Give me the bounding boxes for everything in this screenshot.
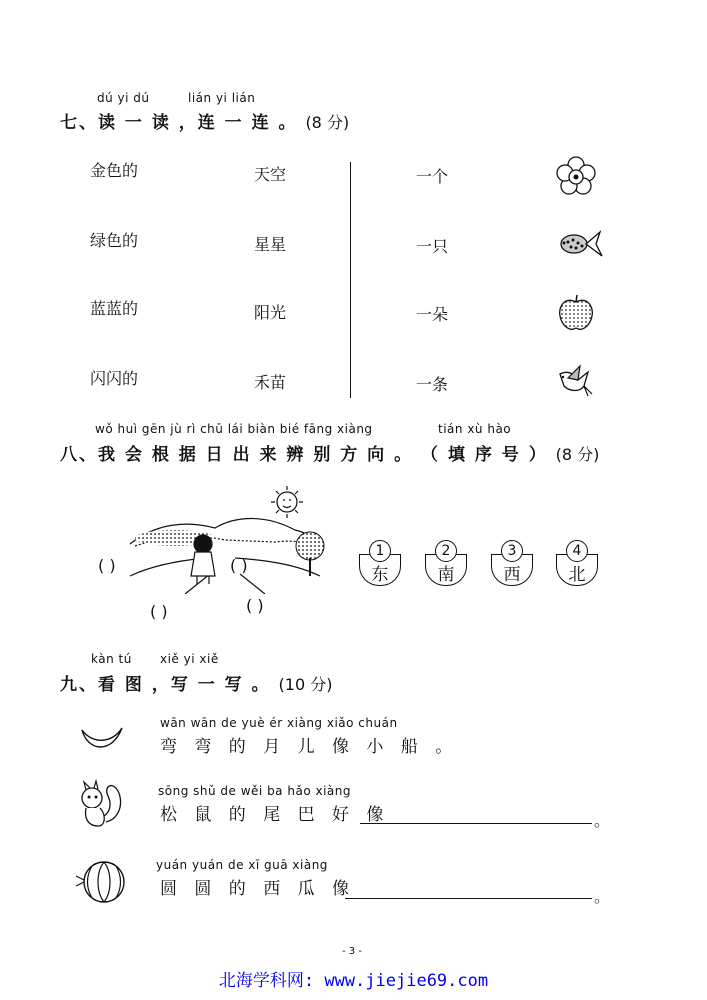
item2-pinyin: sōng shǔ de wěi ba hǎo xiàng — [158, 784, 351, 798]
bird-icon — [554, 360, 596, 400]
direction-south — [425, 540, 467, 586]
item3-pinyin: yuán yuán de xī guā xiàng — [156, 858, 328, 872]
sec7-heading — [60, 108, 349, 133]
bracket-1[interactable]: ( ) — [98, 556, 116, 575]
apple-icon — [556, 292, 596, 334]
sunrise-scene-picture — [125, 484, 325, 594]
fish-icon — [556, 224, 606, 264]
direction-label: 南 — [437, 565, 455, 585]
sec7-title: 七、读 一 读 ，连 一 连 。 — [60, 113, 298, 133]
measure-3: 一朵 — [416, 305, 449, 324]
noun-4: 禾苗 — [254, 373, 287, 392]
noun-2: 星星 — [254, 235, 287, 254]
direction-number: 2 — [435, 540, 457, 562]
divider-line — [350, 162, 351, 398]
noun-3: 阳光 — [254, 303, 287, 322]
adjective-2: 绿色的 — [90, 231, 139, 250]
direction-number: 4 — [566, 540, 588, 562]
direction-label: 西 — [503, 565, 521, 585]
direction-number: 3 — [501, 540, 523, 562]
bracket-2[interactable]: ( ) — [230, 556, 248, 575]
flower-icon — [556, 156, 596, 196]
adjective-4: 闪闪的 — [90, 369, 139, 388]
bracket-3[interactable]: ( ) — [150, 602, 168, 621]
noun-1: 天空 — [254, 165, 287, 184]
bracket-4[interactable]: ( ) — [246, 596, 264, 615]
direction-label: 北 — [568, 565, 586, 585]
sec8-score: (8 分) — [555, 445, 600, 464]
item1-pinyin: wān wān de yuè ér xiàng xiǎo chuán — [160, 716, 398, 730]
moon-icon — [78, 722, 124, 758]
footer-link[interactable]: 北海学科网: www.jiejie69.com — [218, 971, 489, 991]
item2-text: 松 鼠 的 尾 巴 好 像 — [160, 805, 390, 825]
direction-label: 东 — [371, 565, 389, 585]
sec9-heading — [60, 670, 332, 695]
item2-end: 。 — [594, 811, 611, 830]
direction-north — [556, 540, 598, 586]
item3-end: 。 — [594, 887, 611, 906]
measure-4: 一条 — [416, 375, 449, 394]
adjective-1: 金色的 — [90, 161, 139, 180]
adjective-3: 蓝蓝的 — [90, 299, 139, 318]
squirrel-icon — [76, 778, 126, 830]
direction-east — [359, 540, 401, 586]
measure-1: 一个 — [416, 167, 449, 186]
answer-line-2[interactable] — [345, 898, 592, 899]
watermelon-icon — [72, 858, 128, 906]
sec7-pinyin-b: lián yi lián — [188, 91, 256, 105]
item1-text: 弯 弯 的 月 儿 像 小 船 。 — [160, 737, 459, 757]
sec8-fill: （ 填 序 号 ） — [421, 445, 548, 465]
sec7-score: (8 分) — [305, 113, 350, 132]
sec9-pinyin-b: xiě yi xiě — [160, 652, 219, 666]
sec8-title: 八、我 会 根 据 日 出 来 辨 别 方 向 。 — [60, 445, 414, 465]
direction-west — [491, 540, 533, 586]
direction-number: 1 — [369, 540, 391, 562]
sec7-pinyin-a: dú yi dú — [97, 91, 150, 105]
sec8-pinyin-b: tián xù hào — [438, 422, 512, 436]
measure-2: 一只 — [416, 237, 449, 256]
answer-line-1[interactable] — [360, 823, 592, 824]
item3-text: 圆 圆 的 西 瓜 像 — [160, 879, 356, 899]
sec8-pinyin-a: wǒ huì gēn jù rì chū lái biàn bié fāng xiàng — [95, 422, 373, 436]
sec9-pinyin-a: kàn tú — [91, 652, 132, 666]
sec8-heading — [60, 440, 599, 465]
sec9-title: 九、看 图 ，写 一 写 。 — [60, 675, 271, 695]
sec9-score: (10 分) — [278, 675, 333, 694]
page-number: - 3 - — [342, 946, 362, 957]
